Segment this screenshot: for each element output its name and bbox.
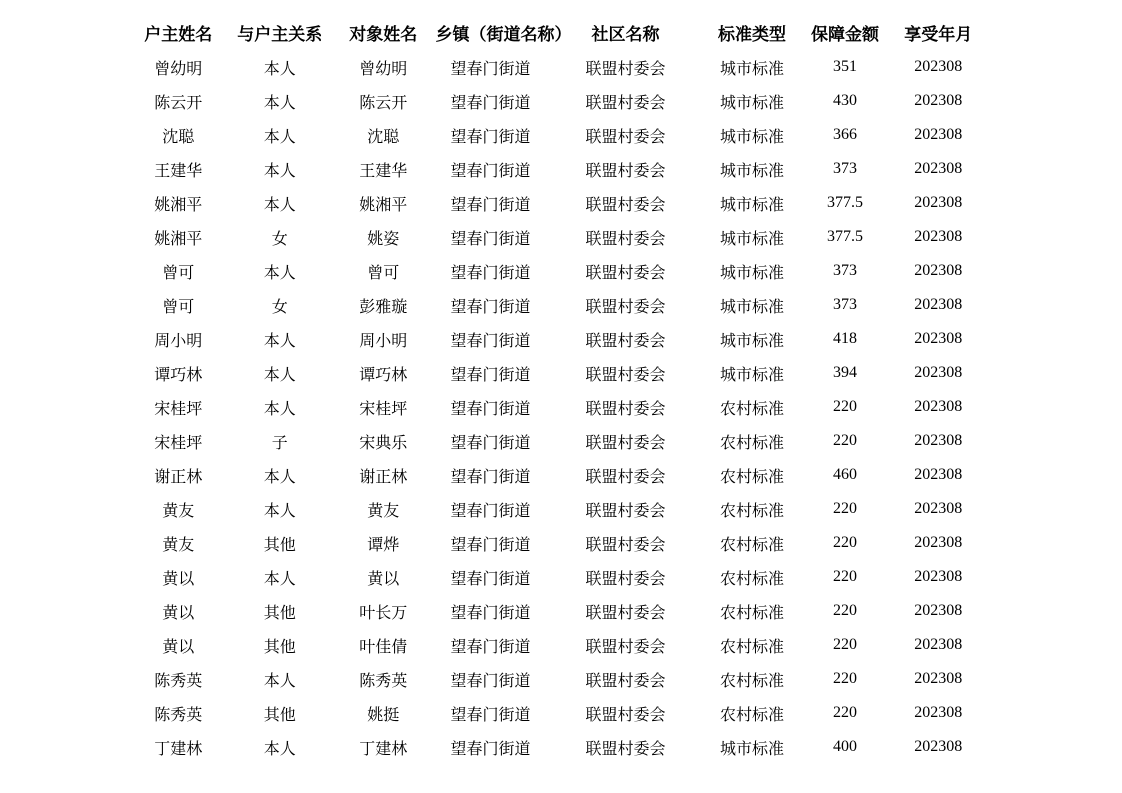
table-cell: 姚湘平 bbox=[154, 196, 203, 214]
table-cell: 373 bbox=[833, 160, 857, 177]
table-cell: 本人 bbox=[263, 672, 296, 690]
table-cell: 谢正林 bbox=[154, 468, 203, 486]
table-cell: 陈云开 bbox=[154, 94, 203, 112]
table-cell: 373 bbox=[833, 262, 857, 279]
table-cell: 望春门街道 bbox=[450, 264, 531, 282]
table-cell: 202308 bbox=[914, 194, 963, 211]
table-cell: 202308 bbox=[914, 602, 963, 619]
table-cell: 陈秀英 bbox=[154, 672, 203, 690]
table-cell: 联盟村委会 bbox=[585, 706, 666, 724]
table-cell: 202308 bbox=[914, 160, 963, 177]
table-cell: 黄以 bbox=[162, 570, 195, 588]
table-cell: 农村标准 bbox=[719, 672, 784, 690]
table-cell: 202308 bbox=[914, 636, 963, 653]
table-cell: 宋桂坪 bbox=[154, 400, 203, 418]
table-cell: 黄友 bbox=[162, 536, 195, 554]
table-cell: 女 bbox=[271, 230, 288, 248]
table-cell: 宋桂坪 bbox=[359, 400, 408, 418]
table-cell: 望春门街道 bbox=[450, 536, 531, 554]
table-row bbox=[128, 730, 985, 764]
table-cell: 其他 bbox=[263, 604, 296, 622]
table-cell: 本人 bbox=[263, 128, 296, 146]
table-cell: 220 bbox=[833, 534, 857, 551]
table-cell: 望春门街道 bbox=[450, 230, 531, 248]
table-cell: 联盟村委会 bbox=[585, 672, 666, 690]
table-cell: 陈云开 bbox=[359, 94, 408, 112]
column-header-township-street: 乡镇（街道名称） bbox=[435, 25, 572, 44]
table-cell: 202308 bbox=[914, 738, 963, 755]
table-cell: 联盟村委会 bbox=[585, 298, 666, 316]
table-row bbox=[128, 118, 985, 152]
table-cell: 377.5 bbox=[827, 194, 863, 211]
table-cell: 220 bbox=[833, 704, 857, 721]
table-cell: 联盟村委会 bbox=[585, 434, 666, 452]
table-cell: 联盟村委会 bbox=[585, 94, 666, 112]
table-cell: 农村标准 bbox=[719, 638, 784, 656]
table-cell: 460 bbox=[833, 466, 857, 483]
table-cell: 202308 bbox=[914, 262, 963, 279]
table-cell: 366 bbox=[833, 126, 857, 143]
table-row bbox=[128, 492, 985, 526]
table-cell: 本人 bbox=[263, 400, 296, 418]
table-cell: 望春门街道 bbox=[450, 570, 531, 588]
table-cell: 城市标准 bbox=[719, 230, 784, 248]
table-cell: 联盟村委会 bbox=[585, 638, 666, 656]
table-cell: 谭巧林 bbox=[359, 366, 408, 384]
benefits-table bbox=[128, 15, 985, 764]
table-cell: 城市标准 bbox=[719, 332, 784, 350]
table-cell: 陈秀英 bbox=[154, 706, 203, 724]
table-cell: 王建华 bbox=[154, 162, 203, 180]
table-cell: 联盟村委会 bbox=[585, 332, 666, 350]
table-cell: 丁建林 bbox=[359, 740, 408, 758]
table-cell: 202308 bbox=[914, 534, 963, 551]
table-cell: 黄以 bbox=[162, 604, 195, 622]
table-cell: 叶长万 bbox=[359, 604, 408, 622]
table-cell: 城市标准 bbox=[719, 94, 784, 112]
table-cell: 220 bbox=[833, 602, 857, 619]
table-row bbox=[128, 628, 985, 662]
table-cell: 城市标准 bbox=[719, 196, 784, 214]
table-cell: 丁建林 bbox=[154, 740, 203, 758]
table-cell: 城市标准 bbox=[719, 60, 784, 78]
table-cell: 望春门街道 bbox=[450, 332, 531, 350]
table-cell: 202308 bbox=[914, 228, 963, 245]
table-cell: 220 bbox=[833, 398, 857, 415]
table-cell: 202308 bbox=[914, 432, 963, 449]
table-cell: 农村标准 bbox=[719, 604, 784, 622]
table-cell: 220 bbox=[833, 636, 857, 653]
table-row bbox=[128, 526, 985, 560]
table-cell: 望春门街道 bbox=[450, 434, 531, 452]
table-cell: 周小明 bbox=[359, 332, 408, 350]
table-cell: 其他 bbox=[263, 638, 296, 656]
table-cell: 黄以 bbox=[367, 570, 400, 588]
table-cell: 望春门街道 bbox=[450, 740, 531, 758]
column-header-subject-name: 对象姓名 bbox=[349, 25, 418, 44]
table-cell: 418 bbox=[833, 330, 857, 347]
table-cell: 姚湘平 bbox=[359, 196, 408, 214]
table-cell: 202308 bbox=[914, 364, 963, 381]
table-cell: 望春门街道 bbox=[450, 162, 531, 180]
table-cell: 本人 bbox=[263, 468, 296, 486]
table-cell: 农村标准 bbox=[719, 400, 784, 418]
table-cell: 谢正林 bbox=[359, 468, 408, 486]
table-cell: 351 bbox=[833, 58, 857, 75]
table-cell: 本人 bbox=[263, 264, 296, 282]
table-cell: 姚挺 bbox=[367, 706, 400, 724]
table-row bbox=[128, 84, 985, 118]
table-cell: 联盟村委会 bbox=[585, 740, 666, 758]
table-cell: 沈聪 bbox=[367, 128, 400, 146]
table-cell: 联盟村委会 bbox=[585, 366, 666, 384]
table-cell: 394 bbox=[833, 364, 857, 381]
column-header-guarantee-amount: 保障金额 bbox=[811, 25, 879, 44]
table-cell: 本人 bbox=[263, 332, 296, 350]
table-cell: 曾幼明 bbox=[359, 60, 408, 78]
table-cell: 黄友 bbox=[367, 502, 400, 520]
table-cell: 联盟村委会 bbox=[585, 400, 666, 418]
table-cell: 202308 bbox=[914, 704, 963, 721]
table-cell: 联盟村委会 bbox=[585, 536, 666, 554]
table-cell: 黄以 bbox=[162, 638, 195, 656]
table-row bbox=[128, 322, 985, 356]
table-cell: 陈秀英 bbox=[359, 672, 408, 690]
table-cell: 联盟村委会 bbox=[585, 230, 666, 248]
table-cell: 本人 bbox=[263, 162, 296, 180]
table-cell: 望春门街道 bbox=[450, 128, 531, 146]
table-cell: 农村标准 bbox=[719, 434, 784, 452]
table-row bbox=[128, 220, 985, 254]
table-cell: 本人 bbox=[263, 366, 296, 384]
table-cell: 联盟村委会 bbox=[585, 264, 666, 282]
table-cell: 400 bbox=[833, 738, 857, 755]
column-header-benefit-month: 享受年月 bbox=[904, 25, 973, 44]
table-cell: 曾幼明 bbox=[154, 60, 203, 78]
table-cell: 202308 bbox=[914, 330, 963, 347]
table-cell: 农村标准 bbox=[719, 468, 784, 486]
table-cell: 本人 bbox=[263, 60, 296, 78]
table-cell: 373 bbox=[833, 296, 857, 313]
table-cell: 望春门街道 bbox=[450, 366, 531, 384]
table-cell: 377.5 bbox=[827, 228, 863, 245]
column-header-household-head-name: 户主姓名 bbox=[144, 25, 213, 44]
table-cell: 谭巧林 bbox=[154, 366, 203, 384]
table-row bbox=[128, 152, 985, 186]
table-cell: 望春门街道 bbox=[450, 298, 531, 316]
table-cell: 望春门街道 bbox=[450, 468, 531, 486]
table-cell: 202308 bbox=[914, 126, 963, 143]
table-row bbox=[128, 50, 985, 84]
table-cell: 望春门街道 bbox=[450, 638, 531, 656]
table-cell: 本人 bbox=[263, 570, 296, 588]
table-cell: 城市标准 bbox=[719, 162, 784, 180]
table-cell: 曾可 bbox=[162, 264, 195, 282]
table-cell: 叶佳倩 bbox=[359, 638, 408, 656]
table-cell: 城市标准 bbox=[719, 740, 784, 758]
table-cell: 联盟村委会 bbox=[585, 162, 666, 180]
table-cell: 王建华 bbox=[359, 162, 408, 180]
table-cell: 本人 bbox=[263, 94, 296, 112]
table-cell: 曾可 bbox=[367, 264, 400, 282]
table-cell: 望春门街道 bbox=[450, 502, 531, 520]
column-header-standard-type: 标准类型 bbox=[718, 25, 786, 44]
table-cell: 周小明 bbox=[154, 332, 203, 350]
table-cell: 202308 bbox=[914, 568, 963, 585]
table-cell: 姚姿 bbox=[367, 230, 400, 248]
table-cell: 本人 bbox=[263, 740, 296, 758]
table-cell: 其他 bbox=[263, 706, 296, 724]
table-cell: 202308 bbox=[914, 58, 963, 75]
table-row bbox=[128, 594, 985, 628]
table-cell: 联盟村委会 bbox=[585, 128, 666, 146]
table-cell: 220 bbox=[833, 432, 857, 449]
table-cell: 联盟村委会 bbox=[585, 196, 666, 214]
column-header-community-name: 社区名称 bbox=[591, 25, 660, 44]
table-row bbox=[128, 458, 985, 492]
table-cell: 望春门街道 bbox=[450, 400, 531, 418]
table-cell: 子 bbox=[271, 434, 288, 452]
table-row bbox=[128, 288, 985, 322]
table-cell: 其他 bbox=[263, 536, 296, 554]
column-header-relationship: 与户主关系 bbox=[237, 25, 323, 44]
table-cell: 本人 bbox=[263, 502, 296, 520]
table-cell: 220 bbox=[833, 500, 857, 517]
table-cell: 谭烨 bbox=[367, 536, 400, 554]
table-row bbox=[128, 356, 985, 390]
table-cell: 望春门街道 bbox=[450, 672, 531, 690]
table-cell: 城市标准 bbox=[719, 298, 784, 316]
table-cell: 430 bbox=[833, 92, 857, 109]
table-cell: 望春门街道 bbox=[450, 196, 531, 214]
table-cell: 202308 bbox=[914, 670, 963, 687]
table-cell: 本人 bbox=[263, 196, 296, 214]
table-cell: 姚湘平 bbox=[154, 230, 203, 248]
table-cell: 曾可 bbox=[162, 298, 195, 316]
table-cell: 202308 bbox=[914, 500, 963, 517]
table-cell: 女 bbox=[271, 298, 288, 316]
table-header-row bbox=[128, 15, 985, 50]
table-row bbox=[128, 696, 985, 730]
table-row bbox=[128, 424, 985, 458]
table-cell: 望春门街道 bbox=[450, 60, 531, 78]
table-cell: 城市标准 bbox=[719, 264, 784, 282]
table-cell: 220 bbox=[833, 568, 857, 585]
table-cell: 彭雅璇 bbox=[359, 298, 408, 316]
table-row bbox=[128, 662, 985, 696]
table-cell: 220 bbox=[833, 670, 857, 687]
table-cell: 联盟村委会 bbox=[585, 570, 666, 588]
table-cell: 宋桂坪 bbox=[154, 434, 203, 452]
table-cell: 农村标准 bbox=[719, 502, 784, 520]
table-cell: 202308 bbox=[914, 296, 963, 313]
table-cell: 联盟村委会 bbox=[585, 604, 666, 622]
table-row bbox=[128, 390, 985, 424]
table-cell: 联盟村委会 bbox=[585, 502, 666, 520]
table-cell: 202308 bbox=[914, 92, 963, 109]
table-body bbox=[128, 50, 985, 764]
table-cell: 望春门街道 bbox=[450, 94, 531, 112]
table-cell: 城市标准 bbox=[719, 366, 784, 384]
table-row bbox=[128, 560, 985, 594]
table-cell: 农村标准 bbox=[719, 570, 784, 588]
table-cell: 宋典乐 bbox=[359, 434, 408, 452]
table-cell: 农村标准 bbox=[719, 536, 784, 554]
table-cell: 城市标准 bbox=[719, 128, 784, 146]
table-cell: 沈聪 bbox=[162, 128, 195, 146]
table-cell: 农村标准 bbox=[719, 706, 784, 724]
table-cell: 黄友 bbox=[162, 502, 195, 520]
table-cell: 联盟村委会 bbox=[585, 468, 666, 486]
table-cell: 202308 bbox=[914, 398, 963, 415]
table-row bbox=[128, 254, 985, 288]
table-row bbox=[128, 186, 985, 220]
table-cell: 202308 bbox=[914, 466, 963, 483]
table-cell: 联盟村委会 bbox=[585, 60, 666, 78]
table-cell: 望春门街道 bbox=[450, 706, 531, 724]
table-cell: 望春门街道 bbox=[450, 604, 531, 622]
